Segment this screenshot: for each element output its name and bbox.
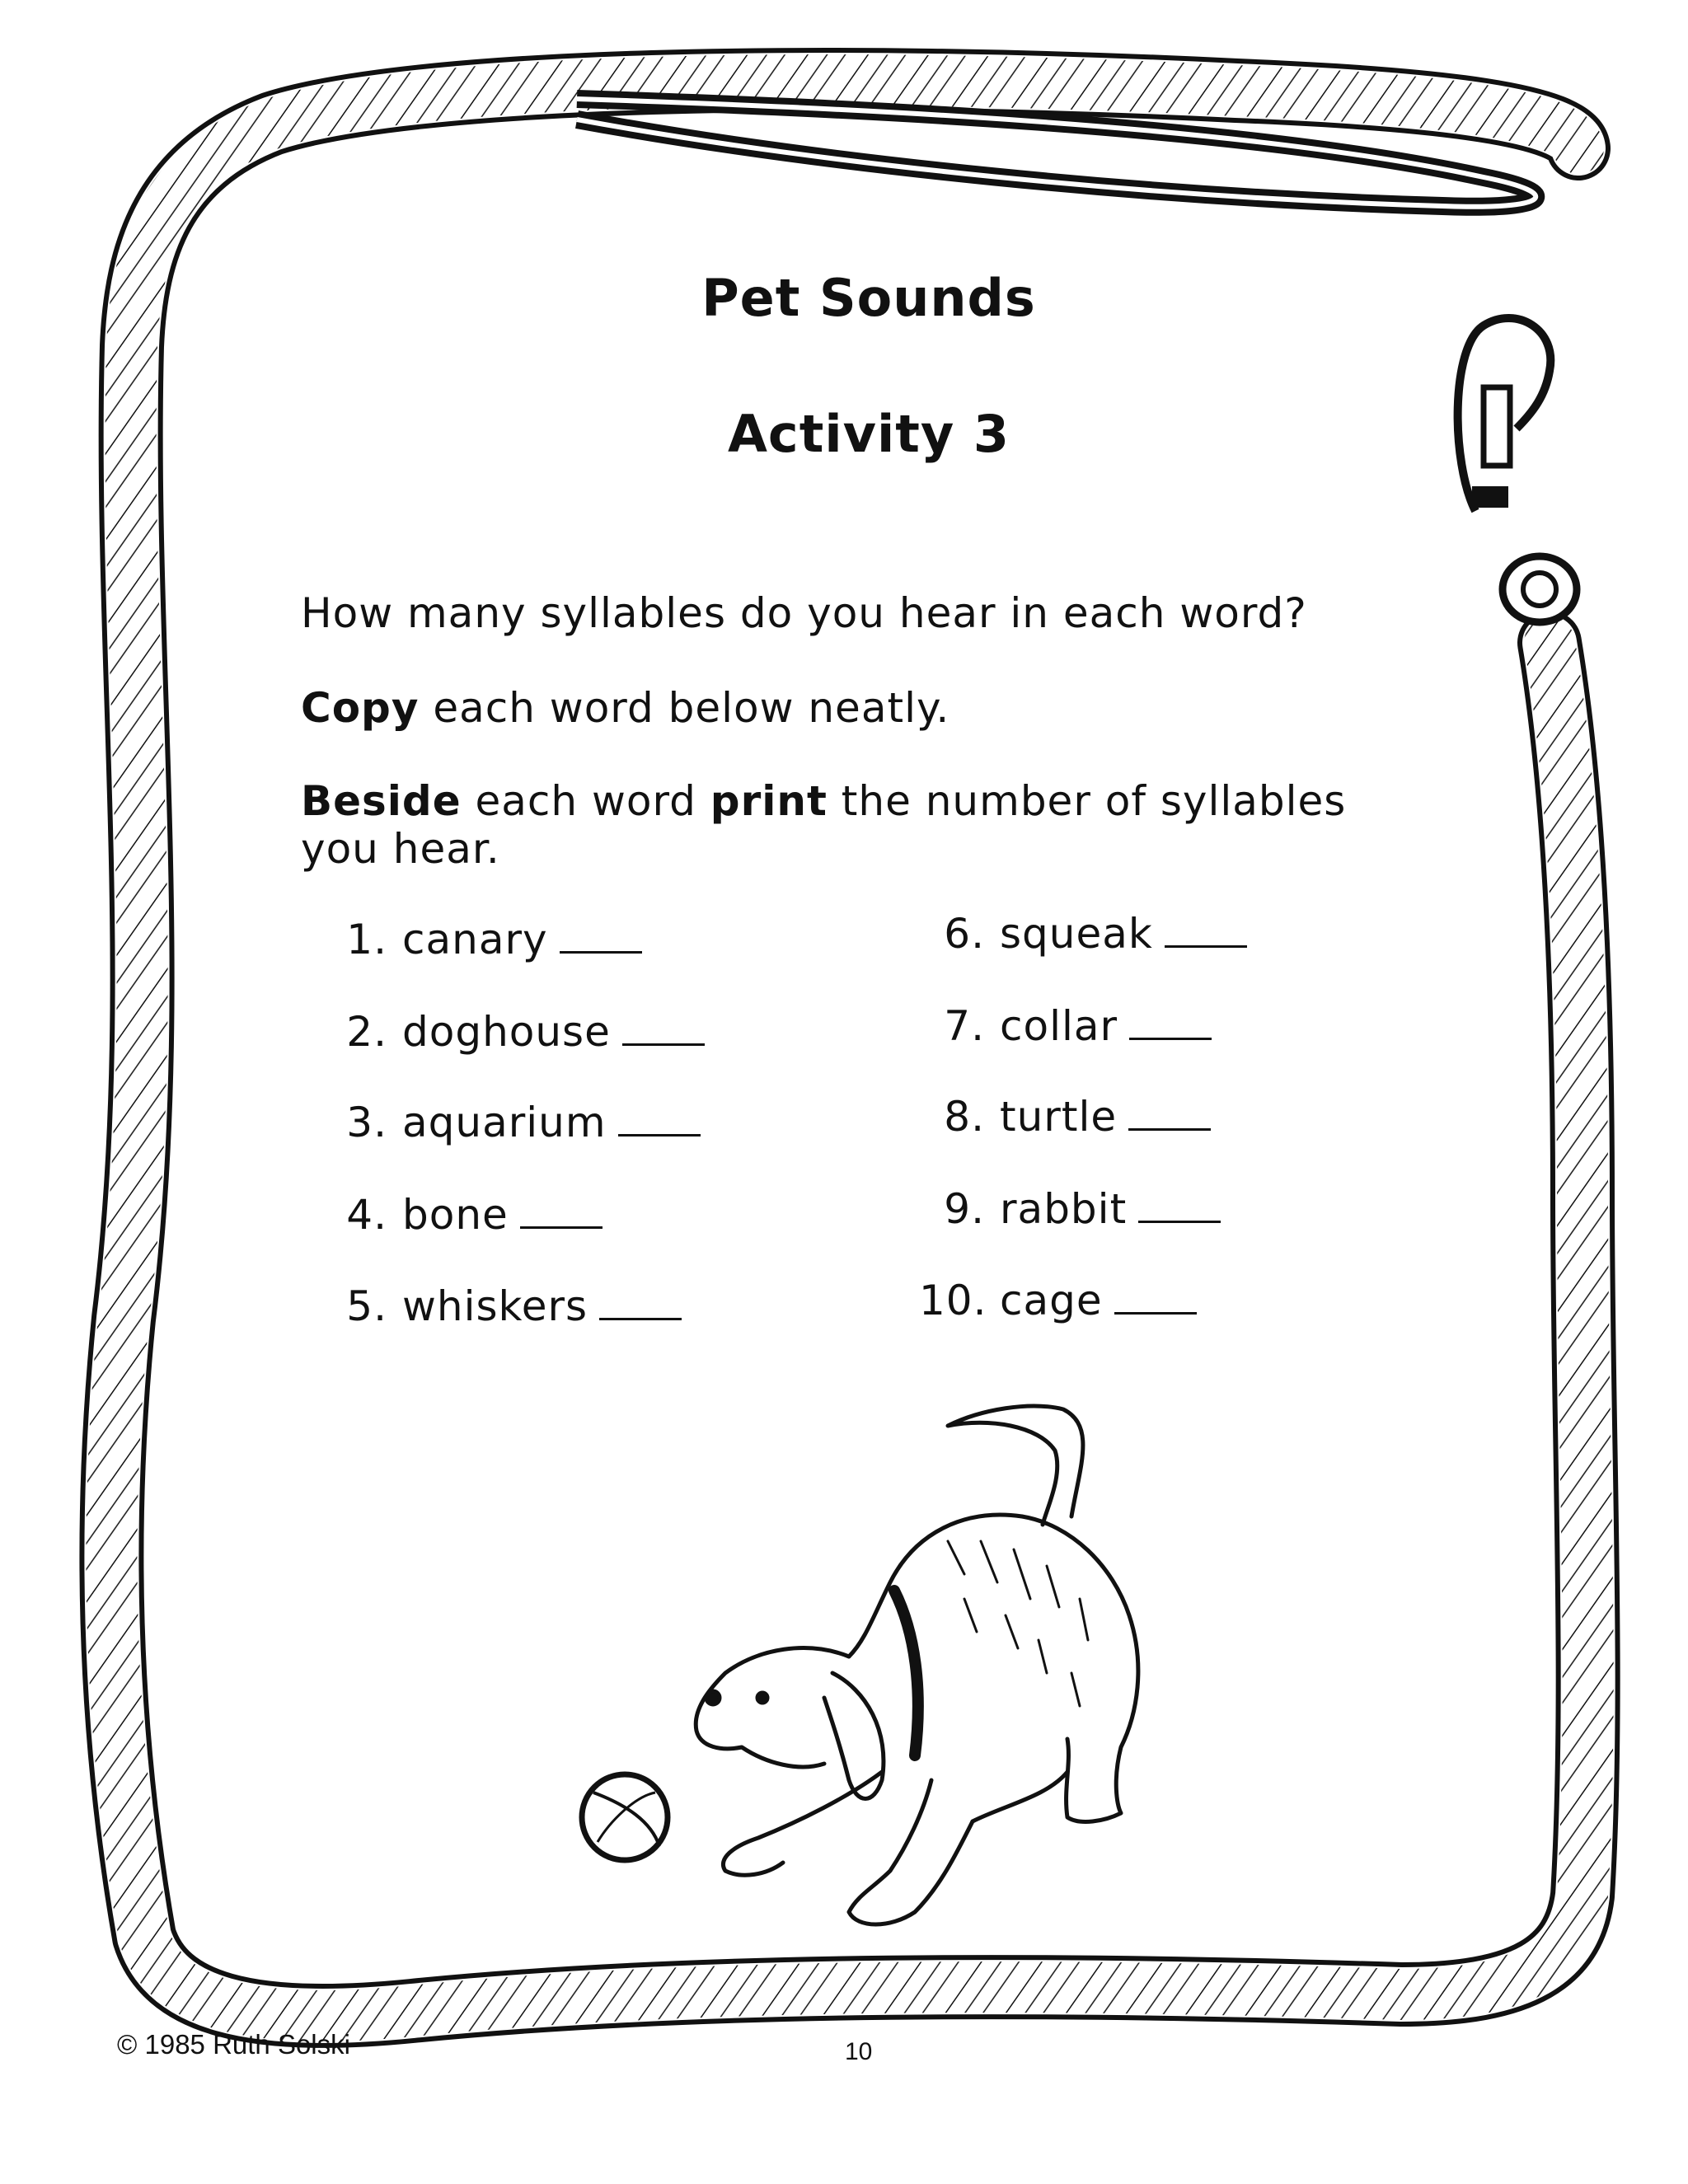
word-number: 2. [346, 1008, 387, 1056]
page-title: Pet Sounds [701, 268, 1036, 328]
word-text: cage [1000, 1277, 1103, 1324]
word-text: bone [402, 1191, 509, 1239]
instruction-copy-rest: each word below neatly. [419, 684, 950, 732]
activity-subtitle: Activity 3 [727, 404, 1010, 464]
ball-icon [582, 1774, 668, 1860]
instruction-beside-bold: Beside [301, 777, 462, 825]
word-text: doghouse [402, 1008, 611, 1056]
instruction-print-bold: print [710, 777, 828, 825]
word-text: squeak [1000, 910, 1153, 958]
word-text: aquarium [402, 1099, 607, 1146]
page-number: 10 [845, 2038, 873, 2065]
word-number: 7. [944, 1002, 985, 1050]
word-number: 1. [346, 916, 387, 963]
word-number: 3. [346, 1099, 387, 1146]
instruction-beside-mid: each word [461, 777, 710, 825]
word-text: whiskers [402, 1282, 588, 1330]
word-text: rabbit [1000, 1185, 1128, 1233]
instruction-beside-rest: the number of syllables you hear. [301, 777, 1347, 873]
word-number: 5. [346, 1282, 387, 1330]
copyright-notice: © 1985 Ruth Solski [117, 2029, 350, 2060]
word-text: canary [402, 916, 548, 963]
instruction-copy-bold: Copy [301, 684, 420, 732]
word-number: 6. [944, 910, 985, 958]
word-number: 4. [346, 1191, 387, 1239]
word-number: 8. [944, 1093, 985, 1141]
word-number: 10. [919, 1277, 987, 1324]
word-text: collar [1000, 1002, 1118, 1050]
word-text: turtle [1000, 1093, 1118, 1141]
instruction-question: How many syllables do you hear in each word? [301, 589, 1307, 637]
word-number: 9. [944, 1185, 985, 1233]
